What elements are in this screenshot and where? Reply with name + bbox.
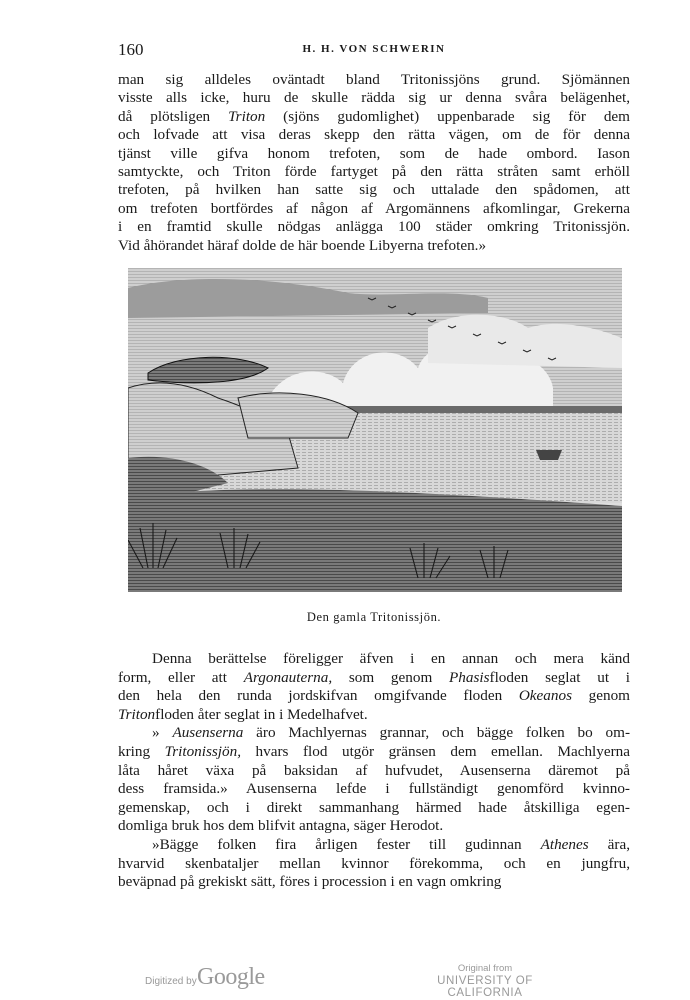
running-head: H. H. VON SCHWERIN — [302, 43, 446, 55]
text-line: dess framsida.» Ausenserna lefde i fullständigt genomförd kvinno- — [118, 780, 630, 798]
text-line: Tritonfloden åter seglat in i Medelhafvet. — [118, 705, 368, 723]
paragraph-1 — [118, 71, 630, 255]
text-line: form, eller att Argonauterna, som genom Phasisfloden seglat ut i — [118, 668, 630, 686]
text-line: låta håret växa på baksidan af hufvudet, Ausenserna däremot på — [118, 761, 630, 779]
text-line: Vid åhörandet häraf dolde de här boende Libyerna trefoten.» — [118, 236, 487, 254]
page-header — [118, 40, 630, 60]
page-number: 160 — [118, 40, 144, 59]
text-line: man sig alldeles oväntadt bland Tritonissjöns grund. Sjömännen — [118, 71, 630, 88]
text-line: beväpnad på grekiskt sätt, föres i procession i en vagn omkring — [118, 873, 502, 891]
text-line: »Bägge folken fira årligen fester till gudinnan Athenes ära, — [152, 835, 630, 853]
figure-caption: Den gamla Tritonissjön. — [306, 610, 442, 624]
google-logo: Google — [197, 964, 265, 990]
text-line: hvarvid skenbataljer mellan kvinnor förekomma, och en jungfru, — [118, 854, 630, 872]
text-line: tjänst ville gifva honom trefoten, som de hade ombord. Iason — [118, 144, 630, 162]
digitized-by-text: Digitized by — [145, 976, 197, 987]
text-line: gemenskap, och i direkt sammanhang härmed hade åtskilliga egen- — [118, 798, 630, 816]
text-line: om trefoten bortfördes af någon af Argomännens afkomlingar, Grekerna — [118, 199, 630, 217]
text-line: trefoten, på hvilken han satte sig och uttalade den spådomen, att — [118, 181, 630, 199]
university-name: UNIVERSITY OF CALIFORNIA — [437, 975, 533, 999]
google-digitized-mark — [145, 962, 275, 992]
original-source-mark — [400, 963, 570, 999]
text-line: » Ausenserna äro Machlyernas grannar, och bägge folken bo om- — [152, 724, 631, 742]
engraving-illustration — [128, 268, 622, 592]
text-line: kring Tritonissjön, hvars flod utgör gränsen dem emellan. Machlyerna — [118, 742, 630, 760]
text-line: den hela den runda jordskifvan omgifvande floden Okeanos genom — [118, 687, 630, 705]
original-from-text: Original from — [457, 963, 513, 974]
text-line: visste alls icke, huru de skulle rädda sig ur denna svåra belägenhet, — [118, 89, 630, 107]
text-line: och lofvade att visa deras skepp den rätta vägen, om de för denna — [118, 126, 630, 144]
text-line: Denna berättelse föreligger äfven i en annan och mera känd — [152, 650, 630, 667]
text-line: då plötsligen Triton (sjöns gudomlighet) uppenbarade sig för dem — [118, 107, 630, 125]
text-line: samtyckte, och Triton förde fartyget på den rätta stråten samt erhöll — [118, 163, 630, 181]
paragraph-2 — [118, 650, 630, 892]
text-line: i en framtid skulle nödgas anlägga 100 städer omkring Tritonissjön. — [118, 218, 630, 236]
lake-landscape-engraving — [128, 268, 622, 592]
text-line: domliga bruk hos dem blifvit antagna, säger Herodot. — [118, 817, 444, 835]
